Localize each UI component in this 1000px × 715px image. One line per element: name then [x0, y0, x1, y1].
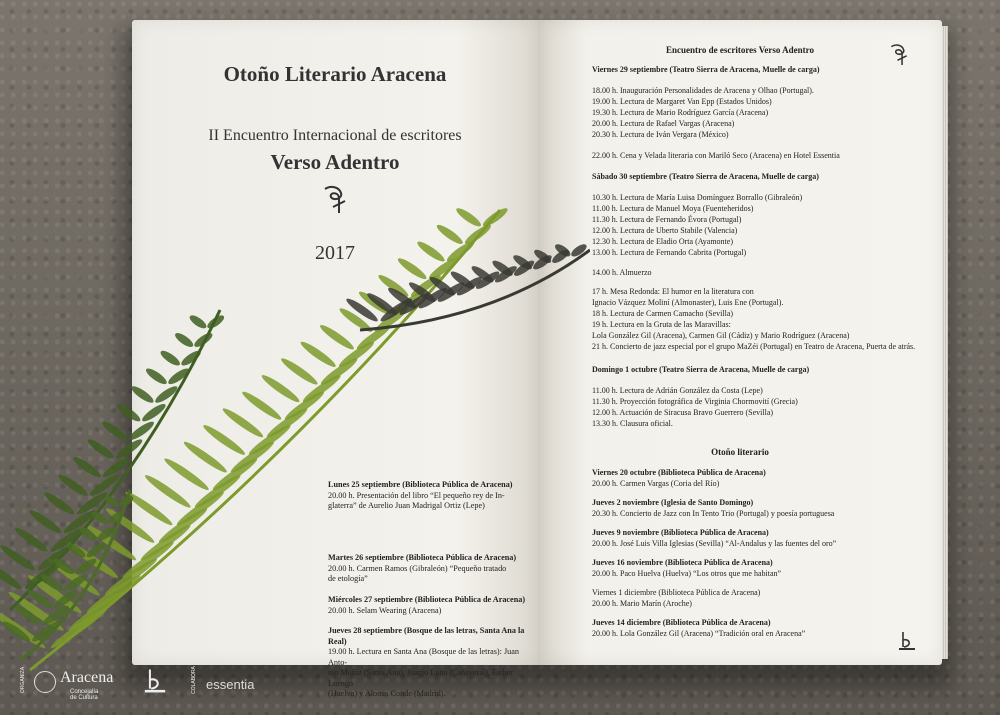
schedule-item: 13.30 h. Clausura oficial. [592, 419, 673, 428]
schedule-item: 10.30 h. Lectura de María Luisa Domínguez Borrallo (Gibraleón) [592, 193, 803, 202]
schedule-item: Ignacio Vázquez Moliní (Almonaster), Luis Ene (Portugal). [592, 298, 784, 307]
event-line: (Huelva) y Alonso Conde (Madrid). [328, 689, 446, 698]
fern-leaflet [0, 543, 37, 573]
schedule-item: 14.00 h. Almuerzo [592, 268, 652, 277]
schedule-item: 17 h. Mesa Redonda: El humor en la literatura con [592, 287, 754, 296]
fern-leaflet [75, 490, 110, 518]
fern-leaflet [49, 525, 86, 554]
event-line: nio Muñiz (Santa Ana), Juanjo Luna (Cañaveral), Esther Luengo [328, 668, 513, 688]
event-line: 20.00 h. Presentación del libro “El pequeño rey de In- [328, 490, 505, 500]
event-line: 20.00 h. Selam Wearing (Aracena) [328, 605, 442, 615]
schedule-item: 20.30 h. Concierto de Jazz con In Tento Trio (Portugal) y poesía portuguesa [592, 509, 835, 518]
event-heading: Jueves 28 septiembre (Bosque de las letras, Santa Ana la Real) [328, 626, 525, 646]
fern-leaflet [90, 509, 109, 526]
fern-leaflet [86, 437, 116, 462]
event-item [328, 595, 525, 616]
schedule-item: 12.00 h. Actuación de Siracusa Bravo Guerrero (Sevilla) [592, 408, 774, 417]
subtitle: II Encuentro Internacional de escritores [208, 127, 462, 144]
schedule-heading: Viernes 29 septiembre (Teatro Sierra de Aracena, Muelle de carga) [592, 65, 820, 74]
fern-leaflet [52, 556, 77, 577]
event-line: 19.00 h. Lectura en Santa Ana (Bosque de las letras): Juan Anto- [328, 647, 519, 667]
fern-leaflet [6, 589, 65, 634]
fern-leaflet [42, 490, 77, 518]
schedule-item: 20.00 h. Mario Marín (Aroche) [592, 599, 692, 608]
fern-leaflet [30, 619, 62, 644]
right-page [538, 20, 942, 665]
fern-leaflet [0, 605, 48, 651]
fern-leaflet [26, 572, 84, 616]
schedule-item: 11.00 h. Lectura de Adrián González da Costa (Lepe) [592, 386, 763, 395]
schedule-heading: Sábado 30 septiembre (Teatro Sierra de Aracena, Muelle de carga) [592, 172, 819, 181]
schedule-heading: Domingo 1 octubre (Teatro Sierra de Aracena, Muelle de carga) [592, 365, 810, 374]
schedule-item: 20.00 h. Lola González Gil (Aracena) “Tradición oral en Aracena” [592, 629, 806, 638]
event-heading: Martes 26 septiembre (Biblioteca Pública de Aracena) [328, 553, 517, 562]
schedule-item: 13.00 h. Lectura de Fernando Cabrita (Portugal) [592, 248, 747, 257]
section-title: Otoño literario [711, 447, 769, 457]
schedule-item: Viernes 1 diciembre (Biblioteca Pública de Aracena) [592, 588, 761, 597]
event-name: Verso Adentro [270, 150, 400, 174]
town-crest-icon [34, 671, 56, 693]
library-logo-icon [898, 630, 916, 657]
schedule-item: 20.00 h. Paco Huelva (Huelva) “Los otros que me habitan” [592, 569, 782, 578]
fern-leaflet [0, 560, 24, 591]
section-title: Encuentro de escritores Verso Adentro [666, 45, 814, 55]
fern-leaflet [62, 507, 98, 535]
event-item [328, 553, 516, 585]
event-item [328, 480, 513, 512]
fern-leaflet [36, 543, 75, 573]
fern-leaflet [56, 472, 89, 499]
event-item [328, 626, 538, 700]
town-logo: Aracena [60, 669, 114, 686]
fern-leaflet [52, 587, 80, 610]
fern-leaflet [26, 587, 54, 610]
fern-leaflet [45, 555, 102, 598]
page-edge [942, 26, 948, 659]
schedule-item: 18 h. Lectura de Carmen Camacho (Sevilla) [592, 309, 734, 318]
schedule-item: 12.30 h. Lectura de Eladio Orta (Ayamonte) [592, 237, 733, 246]
fern-leaflet [74, 556, 99, 577]
schedule-item: 20.00 h. José Luis Villa Iglesias (Sevilla) “Al-Andalus y las fuentes del oro” [592, 539, 837, 548]
schedule-item: 21 h. Concierto de jazz especial por el grupo MaZéi (Portugal) en Teatro de Aracena, Puerta de atrás. [592, 342, 916, 351]
fern-leaflet [85, 540, 108, 559]
fern-leaflet [96, 525, 117, 543]
event-heading: Lunes 25 septiembre (Biblioteca Pública de Aracena) [328, 480, 513, 489]
schedule-item: 20.00 h. Carmen Vargas (Coria del Río) [592, 479, 720, 488]
organiza-label: ORGANIZA [20, 666, 27, 694]
hotel-logo: essentia [206, 677, 255, 692]
fern-leaflet [77, 525, 98, 543]
fern-leaflet [88, 472, 121, 499]
event-line: de etología” [328, 574, 368, 583]
schedule-heading: Jueves 9 noviembre (Biblioteca Pública de Aracena) [592, 528, 769, 537]
schedule-heading: Jueves 14 diciembre (Biblioteca Pública de Aracena) [592, 618, 771, 627]
fern-leaflet [65, 539, 120, 581]
schedule-item: 11.30 h. Lectura de Fernando Évora (Portugal) [592, 215, 742, 224]
verso-adentro-logo-icon [321, 183, 349, 224]
fern-leaflet [103, 493, 121, 509]
event-line: glaterra” de Aurelio Juan Madrigal Ortiz (Lepe) [328, 501, 485, 510]
colabora-label: COLABORA [190, 666, 197, 694]
schedule-item: 11.00 h. Lectura de Manuel Moya (Fuenteheridos) [592, 204, 754, 213]
fern-leaflet [27, 507, 63, 535]
schedule-heading: Viernes 20 octubre (Biblioteca Pública de Aracena) [592, 468, 766, 477]
schedule-item: 11.30 h. Proyección fotográfica de Virginia Chormovití (Grecia) [592, 397, 798, 406]
fern-leaflet [49, 605, 110, 651]
event-line: 20.00 h. Carmen Ramos (Gibraleón) “Pequeño tratado [328, 563, 507, 573]
schedule-heading: Jueves 2 noviembre (Iglesia de Santo Domingo) [592, 498, 754, 507]
fern-leaflet [13, 525, 50, 554]
schedule-item: Lola González Gil (Aracena), Carmen Gil (Cádiz) y Mario Rodríguez (Aracena) [592, 331, 850, 340]
fern-leaflet [71, 454, 103, 480]
year: 2017 [315, 242, 355, 264]
schedule-item: 19.00 h. Lectura de Margaret Van Epp (Estados Unidos) [592, 97, 772, 106]
fern-leaflet [67, 589, 126, 634]
fern-leaflet [13, 603, 43, 627]
fern-leaflet [63, 572, 89, 594]
schedule-item: 20.30 h. Lectura de Iván Vergara (México) [592, 130, 729, 139]
fern-leaflet [41, 603, 71, 627]
town-sub: Concejalía de Cultura [70, 689, 99, 701]
schedule-item: 19 h. Lectura en la Gruta de las Maravillas: [592, 320, 731, 329]
schedule-item: 18.00 h. Inauguración Personalidades de Aracena y Olhao (Portugal). [592, 86, 814, 95]
fern-leaflet [0, 619, 32, 644]
fern-leaflet [64, 540, 87, 559]
fern-leaflet [39, 572, 65, 594]
schedule-item: 12.00 h. Lectura de Uberto Stabile (Valencia) [592, 226, 738, 235]
schedule-item: 20.00 h. Lectura de Rafael Vargas (Aracena) [592, 119, 735, 128]
fern-stem [20, 490, 130, 660]
schedule-item: 19.30 h. Lectura de Mario Rodríguez García (Aracena) [592, 108, 769, 117]
verso-adentro-logo-icon [888, 42, 910, 73]
schedule-item: 22.00 h. Cena y Velada literaria con Mariló Seco (Aracena) en Hotel Essentia [592, 151, 840, 160]
schedule-heading: Jueves 16 noviembre (Biblioteca Pública de Aracena) [592, 558, 773, 567]
fern-leaflet [23, 560, 63, 591]
library-logo-icon [142, 667, 168, 693]
page-title: Otoño Literario Aracena [223, 62, 447, 86]
event-heading: Miércoles 27 septiembre (Biblioteca Pública de Aracena) [328, 595, 526, 604]
